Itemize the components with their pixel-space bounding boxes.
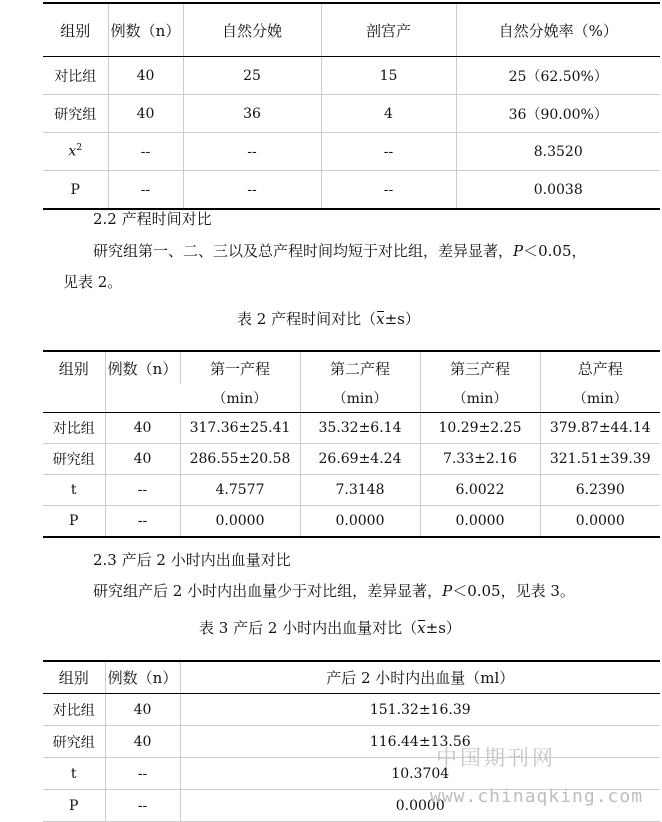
caption-text: ±s） — [425, 619, 461, 637]
section-heading-2-2: 2.2 产程时间对比 — [93, 210, 212, 228]
p-symbol: P — [442, 582, 453, 600]
table-cell: 25 — [183, 57, 321, 95]
table-cell: 0.0000 — [420, 506, 540, 538]
header-unit-cell: （min） — [420, 384, 540, 413]
table-cell: 研究组 — [43, 95, 108, 133]
header-unit-cell: （min） — [540, 384, 660, 413]
table-cell: 286.55±20.58 — [180, 444, 300, 475]
table-cell: 25（62.50%） — [456, 57, 660, 95]
table-cell: 379.87±44.14 — [540, 413, 660, 444]
table-row — [43, 758, 660, 790]
table-cell: 321.51±39.39 — [540, 444, 660, 475]
caption-text: 表 2 产程时间对比（ — [237, 310, 377, 328]
table-2 — [43, 350, 660, 538]
table-2-caption — [237, 308, 420, 329]
table-cell: 7.3148 — [300, 475, 420, 506]
table-row — [43, 694, 660, 726]
table-cell: 4.7577 — [180, 475, 300, 506]
table-row — [43, 95, 660, 133]
watermark-url: www.chinaqking.com — [430, 786, 644, 807]
paragraph-text: ＜0.05， — [523, 242, 587, 260]
table-3-caption — [199, 617, 461, 638]
section-2-3-paragraph — [93, 580, 575, 601]
table-cell: -- — [105, 758, 180, 790]
table-row — [43, 57, 660, 95]
section-heading-2-3: 2.3 产后 2 小时内出血量对比 — [93, 551, 291, 569]
table-cell: 26.69±4.24 — [300, 444, 420, 475]
x-bar-symbol: x — [376, 310, 385, 328]
table-cell: 40 — [105, 413, 180, 444]
paragraph-text: ＜0.05，见表 3。 — [452, 582, 575, 600]
header-cell: 例数（n） — [105, 351, 180, 413]
table-cell: 研究组 — [43, 726, 105, 758]
chi-square-label — [43, 133, 108, 171]
table-cell: 0.0038 — [456, 171, 660, 210]
table-cell: 40 — [105, 694, 180, 726]
table-row — [43, 171, 660, 210]
table-cell: -- — [105, 790, 180, 822]
table-cell: 10.3704 — [180, 758, 660, 790]
table-cell: 对比组 — [43, 57, 108, 95]
header-cell: 剖宫产 — [321, 3, 456, 57]
table-cell: 116.44±13.56 — [180, 726, 660, 758]
header-cell: 组别 — [43, 351, 105, 413]
table-cell: P — [43, 790, 105, 822]
table-cell: -- — [183, 133, 321, 171]
table-header-row — [43, 3, 660, 57]
table-cell: -- — [321, 171, 456, 210]
table-cell: 7.33±2.16 — [420, 444, 540, 475]
table-row — [43, 726, 660, 758]
section-2-2-paragraph — [93, 240, 587, 261]
table-1 — [43, 2, 660, 210]
table-cell: 36 — [183, 95, 321, 133]
header-unit-cell: （min） — [300, 384, 420, 413]
table-row — [43, 133, 660, 171]
table-cell: -- — [108, 171, 183, 210]
header-cell: 第二产程 — [300, 351, 420, 384]
table-cell: 35.32±6.14 — [300, 413, 420, 444]
table-header-row — [43, 661, 660, 694]
table-cell: P — [70, 181, 80, 198]
table-cell: 40 — [105, 444, 180, 475]
table-cell: 对比组 — [43, 413, 105, 444]
table-cell: 40 — [108, 57, 183, 95]
table-cell: 对比组 — [43, 694, 105, 726]
header-cell: 自然分娩 — [183, 3, 321, 57]
table-cell: 151.32±16.39 — [180, 694, 660, 726]
table-cell: -- — [108, 133, 183, 171]
table-cell: 8.3520 — [456, 133, 660, 171]
table-cell: 研究组 — [43, 444, 105, 475]
table-cell: 6.2390 — [540, 475, 660, 506]
paragraph-text: 研究组第一、二、三以及总产程时间均短于对比组，差异显著， — [93, 242, 514, 260]
header-cell: 总产程 — [540, 351, 660, 384]
header-cell: 产后 2 小时内出血量（ml） — [180, 661, 660, 694]
header-cell: 第一产程 — [180, 351, 300, 384]
caption-text: ±s） — [384, 310, 420, 328]
table-cell: 4 — [321, 95, 456, 133]
header-cell: 自然分娩率（%） — [456, 3, 660, 57]
table-cell: -- — [183, 171, 321, 210]
table-header-row — [43, 351, 660, 384]
paragraph-text: 研究组产后 2 小时内出血量少于对比组，差异显著， — [93, 582, 443, 600]
section-2-2-paragraph-cont: 见表 2。 — [63, 273, 123, 291]
table-cell: -- — [321, 133, 456, 171]
table-cell: 36（90.00%） — [456, 95, 660, 133]
header-unit-cell: （min） — [180, 384, 300, 413]
table-cell: t — [43, 758, 105, 790]
table-cell: 0.0000 — [180, 790, 660, 822]
table-cell: t — [43, 475, 105, 506]
table-row — [43, 444, 660, 475]
table-cell: 40 — [108, 95, 183, 133]
table-cell: 0.0000 — [300, 506, 420, 538]
table-cell: 6.0022 — [420, 475, 540, 506]
table-cell: -- — [105, 475, 180, 506]
table-cell: 15 — [321, 57, 456, 95]
header-cell: 组别 — [43, 661, 105, 694]
caption-text: 表 3 产后 2 小时内出血量对比（ — [199, 619, 418, 637]
header-cell: 组别 — [43, 3, 108, 57]
x-bar-symbol: x — [417, 619, 426, 637]
table-cell: 10.29±2.25 — [420, 413, 540, 444]
header-cell: 例数（n） — [108, 3, 183, 57]
table-cell: -- — [105, 506, 180, 538]
watermark-logo-text: 中国期刊网 — [436, 746, 556, 770]
table-cell: 317.36±25.41 — [180, 413, 300, 444]
table-cell: 0.0000 — [180, 506, 300, 538]
chi-superscript: 2 — [76, 143, 83, 154]
table-row — [43, 413, 660, 444]
header-cell: 第三产程 — [420, 351, 540, 384]
table-cell: 40 — [105, 726, 180, 758]
header-cell: 例数（n） — [105, 661, 180, 694]
table-cell: 0.0000 — [540, 506, 660, 538]
table-row — [43, 475, 660, 506]
table-cell: P — [69, 513, 79, 529]
chi-symbol: x — [68, 143, 77, 160]
p-symbol: P — [513, 242, 524, 260]
table-row — [43, 506, 660, 538]
